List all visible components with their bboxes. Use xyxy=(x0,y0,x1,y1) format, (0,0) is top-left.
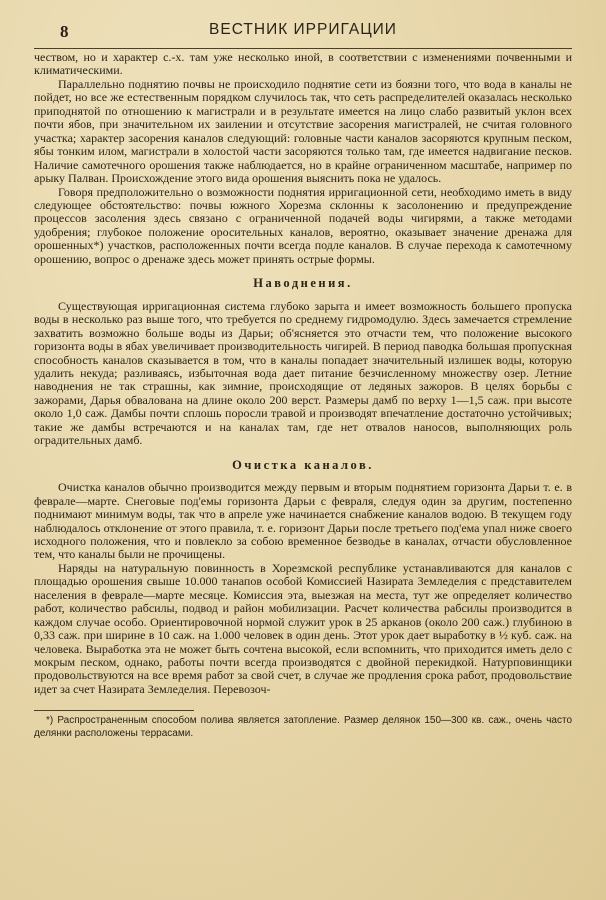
journal-title: ВЕСТНИК ИРРИГАЦИИ xyxy=(209,21,397,38)
paragraph-salinization: Говоря предположительно о возможности поднятия ирригационной сети, необходимо иметь в виду следующее обстоятельство: почвы южного Хорезма склонны к засолонению и предупреждение процессов засоления здесь связано с ограниченной подачей воды чигирями, а также методами удобрения; глубокое положение оросительных каналов, вероятно, оказывает значение дренажа для орошенных*) участков, расположенных почти всегда подле каналов. В случае перехода к самотечному орошению, вопрос о дренаже здесь может принять острые формы. xyxy=(34,184,572,266)
page-header xyxy=(34,18,572,49)
section-heading-cleaning: Очистка каналов. xyxy=(232,457,374,472)
footnote: *) Распространенным способом полива является затопление. Размер делянок 150—300 кв. саж., очень часто делянки расположены террасами. xyxy=(34,715,572,739)
paragraph-network-elevation: Параллельно поднятию почвы не происходило поднятие сети из боязни того, что вода в каналы не пойдет, но все же естественным порядком случилось так, что сеть распределителей оказалась несколько приподнятой по отношению к магистрали и в результате имеется на лицо слабо развитый уклон всех почти ябов, при значительном их заилении и отсутствие засорения магистралей, не считая головного участка; характер засорения каналов следующий: головные части каналов засоряются крупным песком, ябы тонким илом, магистрали в холостой части засоряются только там, где имеется надвигание песков. Наличие самотечного орошения также наблюдается, но в крайне ограниченном масштабе, например по арыку Палван. Происхождение этого вида орошения выяснить пока не удалось. xyxy=(34,76,572,186)
paragraph-labor-duty: Наряды на натуральную повинность в Хорезмской республике устанавливаются для каналов с площадью орошения свыше 10.000 танапов особой Комиссией Назирата Земледелия с представителем населения в феврале—марте месяце. Комиссия эта, выезжая на места, тут же определяет количество работ, количество рабсилы, подвод и район мобилизации. Расчет количества рабсилы производится в каждом случае особо. Ориентировочной нормой служит урок в 25 арканов (около 200 саж.) глубиною в 0,33 саж. при ширине в 10 саж. на 1.000 человек в один день. Этот урок дает выработку в ½ куб. саж. на человека. Выработка эта не может быть сочтена высокой, если вспомнить, что приходится иметь дело с мокрым песком, однако, работы почти всегда производятся с двойной перекидкой. Натурповинщики продовольствуются на все время работ за свой счет, в случае же продления срока работ, продовольствие идет за счет Назирата Земледелия. Перевозоч- xyxy=(34,560,572,696)
paragraph-floods: Существующая ирригационная система глубоко зарыта и имеет возможность большего пропуска воды в несколько раз выше того, что требуется по среднему гидромодулю. Здесь замечается стремление захватить возможно больше воды из Дарьи; об'ясняется это отчасти тем, что положение высокого горизонта воды в ябах увеличивает производительность чигирей. В период паводка большая пропускная способность каналов сказывается в том, что в каналы попадает значительный излишек воды, которую удалить некуда; разливаясь, избыточная вода дает питание безчисленному множеству озер. Летние наводнения не так страшны, как зимние, происходящие от ледяных зажоров. В целях борьбы с зажорами, Дарья обвалована на длине около 200 верст. Размеры дамб по верху 1—1,5 саж. при высоте около 1,0 саж. Дамбы почти сплошь поросли травой и производят впечатление достаточно устойчивых; такие же дамбы встречаются и на каналах там, где нет отвалов наносов, выполняющих роль оградительных дамб. xyxy=(34,298,572,448)
page-number: 8 xyxy=(60,22,69,41)
section-heading-floods: Наводнения. xyxy=(253,276,353,291)
paragraph-continued: чеством, но и характер с.-х. там уже несколько иной, в соответствии с изменениями почвенными и климатическими. xyxy=(34,50,572,78)
footnote-divider xyxy=(34,710,194,711)
article-body xyxy=(34,51,572,740)
paragraph-cleaning-timing: Очистка каналов обычно производится между первым и вторым поднятием горизонта Дарьи т. е. в феврале—марте. Снеговые под'емы горизонта Дарьи с февраля, следуя один за другим, постепенно поднимают минимум воды, так что в апреле уже начинается снабжение каналов водою. В текущем году наблюдалось отклонение от этого правила, т. е. горизонт Дарьи после третьего под'ема упал ниже своего исходного положения, что и повлекло за собою временное безводье в каналах, отчасти обусловленное тем, что каналы были не прочищены. xyxy=(34,480,572,562)
